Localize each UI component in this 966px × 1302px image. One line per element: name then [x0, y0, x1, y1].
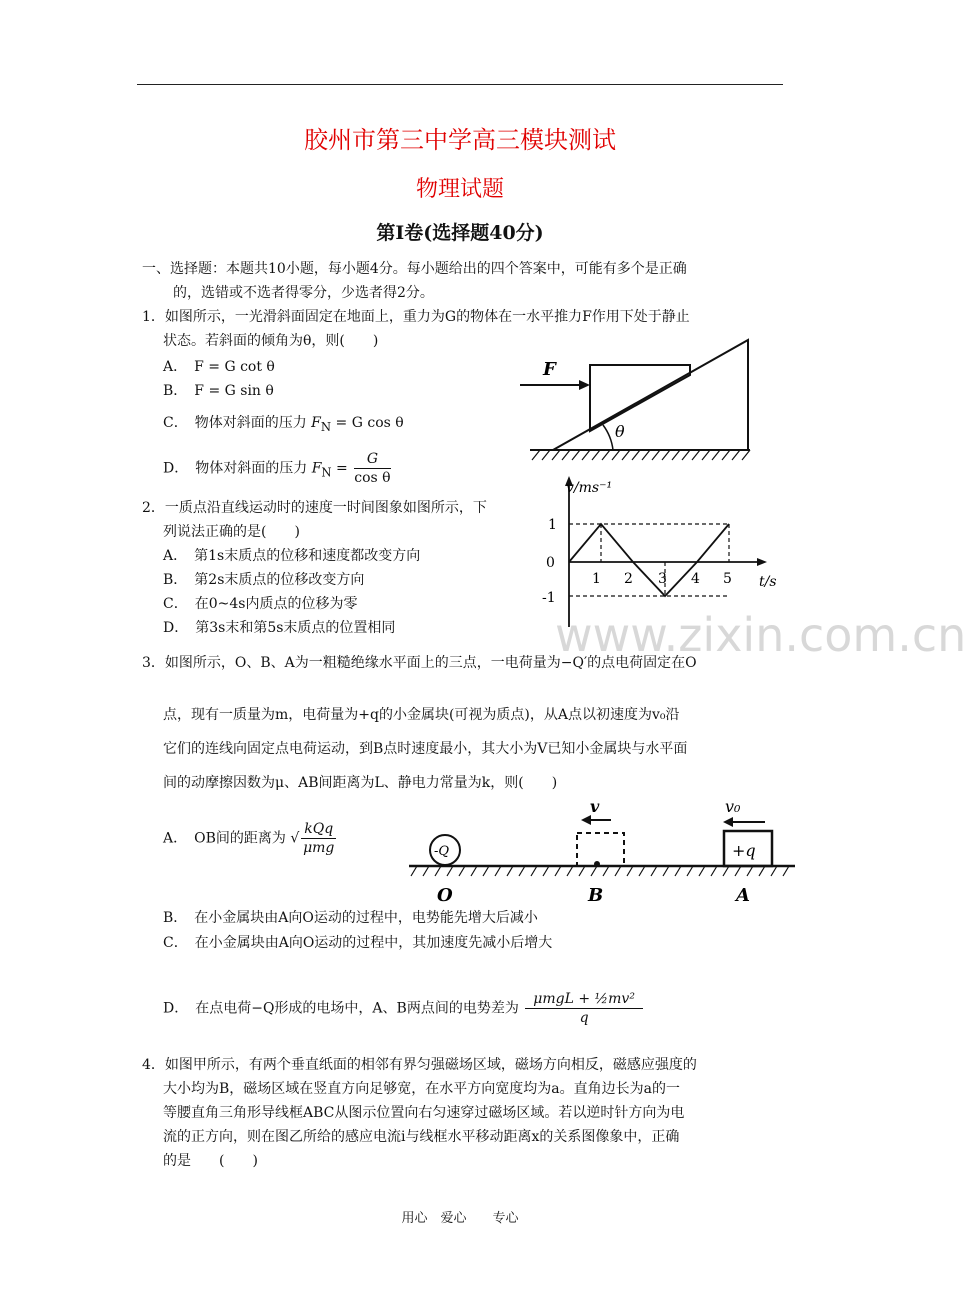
- q1-line-1: 1．如图所示，一光滑斜面固定在地面上，重力为G的物体在一水平推力F作用下处于静止: [142, 309, 690, 325]
- velocity-v-label: v: [590, 797, 600, 816]
- graph-ylabel: v/ms⁻¹: [566, 480, 613, 496]
- q1-option-d-prefix: D． 物体对斜面的压力: [163, 460, 308, 477]
- q3-option-a-prefix: A． OB间的距离为: [163, 830, 286, 847]
- header-rule: [137, 84, 783, 85]
- q3-option-b: B． 在小金属块由A向O运动的过程中，电势能先增大后减小: [163, 910, 538, 926]
- q1-line-2: 状态。若斜面的倾角为θ，则( ): [163, 333, 379, 349]
- velocity-v0-label: v₀: [725, 797, 741, 816]
- q1-option-c-rhs: = G cos θ: [335, 415, 404, 431]
- point-o-label: O: [437, 885, 453, 906]
- section-heading: 第Ⅰ卷(选择题40分): [376, 222, 544, 244]
- q3-line-4: 间的动摩擦因数为μ、AB间距离为L、静电力常量为k，则( ): [163, 775, 558, 791]
- ytick-0: 0: [546, 555, 555, 571]
- intro-line-1: 一、选择题：本题共10小题，每小题4分。每小题给出的四个答案中，可能有多个是正确: [142, 261, 687, 277]
- q3-line-1: 3．如图所示，O、B、A为一粗糙绝缘水平面上的三点，一电荷量为−Q′的点电荷固定在O: [142, 655, 697, 671]
- q1-option-b: B． F = G sin θ: [163, 383, 274, 399]
- q3-option-a: [163, 820, 338, 857]
- exam-title: 胶州市第三中学高三模块测试: [304, 126, 616, 154]
- q3-option-a-num: kQq: [301, 820, 336, 839]
- q2-option-d: D． 第3s末和第5s末质点的位置相同: [163, 620, 396, 636]
- xtick-4: 4: [691, 571, 700, 587]
- q4-line-1: 4．如图甲所示，有两个垂直纸面的相邻有界匀强磁场区域，磁场方向相反，磁感应强度的: [142, 1057, 697, 1073]
- xtick-5: 5: [723, 571, 732, 587]
- block-label: +q: [732, 841, 756, 860]
- exam-subject: 物理试题: [415, 177, 504, 202]
- q1-option-c-f: F: [311, 415, 321, 431]
- q3-line-2: 点，现有一质量为m，电荷量为+q的小金属块(可视为质点)，从A点以初速度为v₀沿: [163, 707, 680, 723]
- q3-option-a-sqrt: √ $\frac{\text{kQq}}{\text{μmg}}$: [290, 821, 335, 856]
- xtick-2: 2: [624, 571, 633, 587]
- q3-option-a-den: μmg: [303, 840, 335, 856]
- q1-option-d-fraction: [354, 450, 390, 487]
- q3-option-d: [163, 990, 645, 1027]
- force-label: F: [543, 359, 556, 380]
- q1-option-d-f: F: [311, 460, 322, 477]
- charge-track-figure: [405, 798, 800, 908]
- q1-option-c-sub: N: [320, 419, 332, 434]
- q2-line-2: 列说法正确的是( ): [163, 524, 300, 540]
- q3-option-a-fraction: [301, 820, 336, 857]
- q1-option-d-sub: N: [321, 465, 332, 480]
- q3-option-d-fraction: [525, 990, 643, 1027]
- q1-option-d: D． 物体对斜面的压力 $F_N$ = $\frac{G}{\text{cos θ}}$: [163, 451, 391, 486]
- q4-line-2: 大小均为B，磁场区域在竖直方向足够宽，在水平方向宽度均为a。直角边长为a的一: [163, 1081, 680, 1097]
- point-a-label: A: [736, 885, 750, 906]
- ytick-neg1: -1: [542, 590, 556, 606]
- intro-line-2: 的，选错或不选者得零分，少选者得2分。: [173, 285, 434, 301]
- q2-option-a: A． 第1s末质点的位移和速度都改变方向: [163, 548, 421, 564]
- q4-line-5: 的是 ( ): [163, 1153, 258, 1169]
- q4-line-3: 等腰直角三角形导线框ABC从图示位置向右匀速穿过磁场区域。若以逆时针方向为电: [163, 1105, 685, 1121]
- q1-option-d-den: cos θ: [354, 470, 391, 486]
- angle-label: θ: [615, 422, 625, 441]
- q1-option-d-num: G: [354, 450, 390, 469]
- q2-line-1: 2．一质点沿直线运动时的速度一时间图象如图所示，下: [142, 500, 487, 516]
- q1-option-a: A． F = G cot θ: [163, 359, 275, 375]
- xtick-1: 1: [592, 571, 601, 587]
- xtick-3: 3: [658, 571, 667, 587]
- q3-option-d-num: μmgL + ½mv²: [525, 990, 643, 1009]
- graph-xlabel: t/s: [759, 574, 777, 590]
- watermark: www.zixin.com.cn: [555, 608, 966, 662]
- q3-option-c: C． 在小金属块由A向O运动的过程中，其加速度先减小后增大: [163, 935, 553, 951]
- q1-option-c: [163, 412, 404, 438]
- q4-line-4: 流的正方向，则在图乙所给的感应电流i与线框水平移动距离x的关系图像象中，正确: [163, 1129, 680, 1145]
- incline-figure: [515, 335, 760, 465]
- ytick-1: 1: [548, 517, 557, 533]
- q2-option-b: B． 第2s末质点的位移改变方向: [163, 572, 365, 588]
- q3-option-d-den: q: [579, 1010, 589, 1026]
- q1-option-c-prefix: C． 物体对斜面的压力: [163, 415, 307, 431]
- point-b-label: B: [588, 885, 604, 906]
- point-charge-label: -Q: [434, 844, 450, 859]
- q3-line-3: 它们的连线向固定点电荷运动，到B点时速度最小，其大小为V已知小金属块与水平面: [163, 741, 688, 757]
- q3-option-d-prefix: D． 在点电荷−Q形成的电场中，A、B两点间的电势差为: [163, 1000, 519, 1017]
- q2-option-c: C． 在0~4s内质点的位移为零: [163, 596, 358, 612]
- page-footer: 用心 爱心 专心: [401, 1211, 519, 1226]
